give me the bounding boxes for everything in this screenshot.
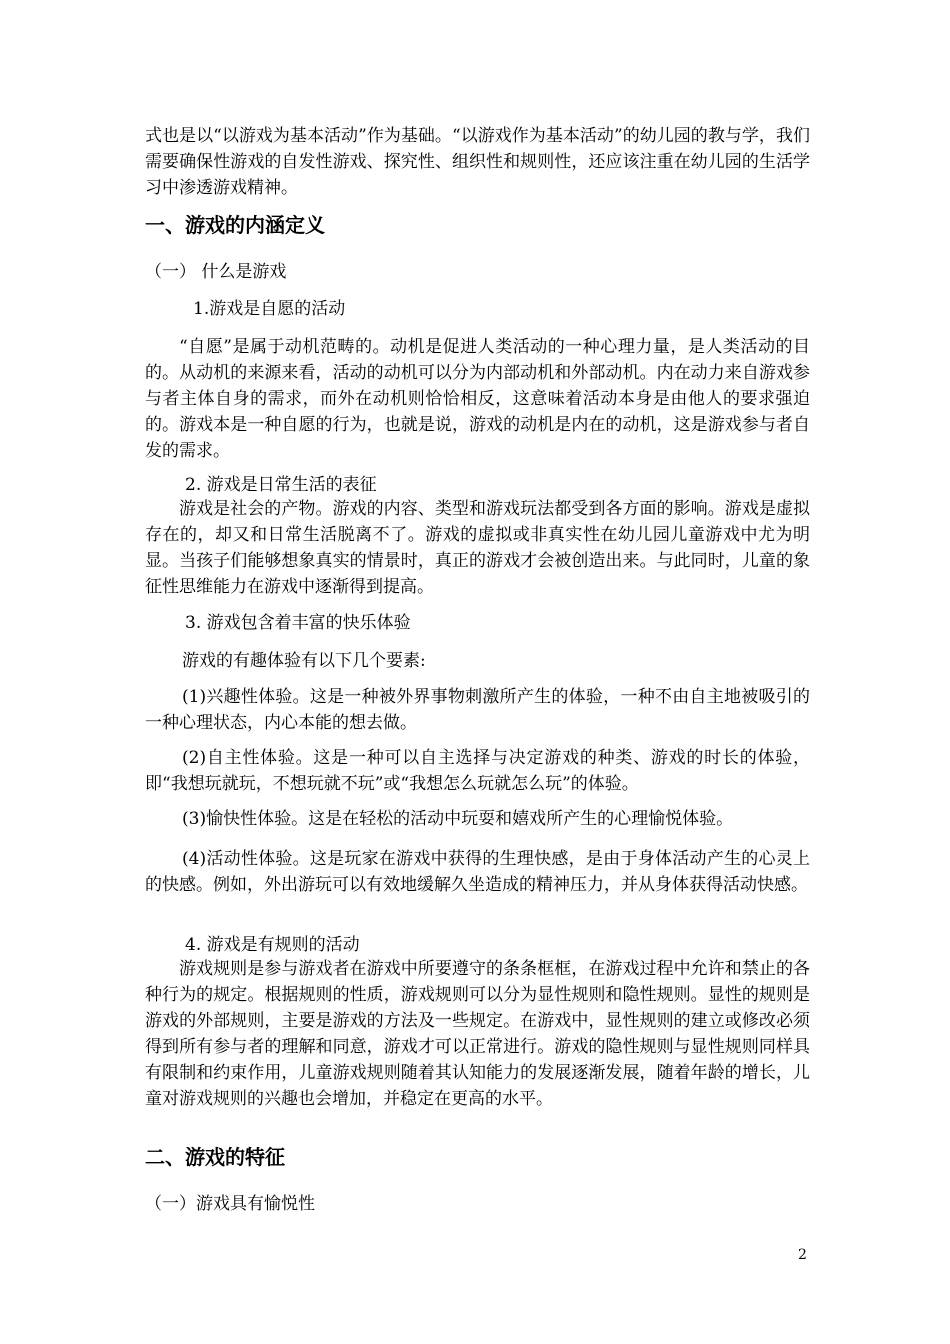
item-title: 2. 游戏是日常生活的表征 xyxy=(185,475,377,495)
item-paragraph: 游戏规则是参与游戏者在游戏中所要遵守的条条框框，在游戏过程中允许和禁止的各种行为的规定。根据规则的性质，游戏规则可以分为显性规则和隐性规则。显性的规则是游戏的外部规则，主要是游戏的方法及一些规定。在游戏中，显性规则的建立或修改必须得到所有参与者的理解和同意，游戏才可以正常进行。游戏的隐性规则与显性规则同样具有限制和约束作用，儿童游戏规则随着其认知能力的发展逐渐发展，随着年龄的增长，儿童对游戏规则的兴趣也会增加，并稳定在更高的水平。 xyxy=(145,959,810,1109)
intro-paragraph: 式也是以“以游戏为基本活动”作为基础。“以游戏作为基本活动”的幼儿园的教与学，我们需要确保性游戏的自发性游戏、探究性、组织性和规则性，还应该注重在幼儿园的生活学习中渗透游戏精神。 xyxy=(145,126,810,198)
subsection-title: （一） 什么是游戏 xyxy=(145,262,287,282)
section-heading-1: 一、游戏的内涵定义 xyxy=(145,213,325,237)
list-paragraph: (1)兴趣性体验。这是一种被外界事物刺激所产生的体验，一种不由自主地被吸引的一种心理状态，内心本能的想去做。 xyxy=(145,687,810,733)
item-paragraph: 游戏是社会的产物。游戏的内容、类型和游戏玩法都受到各方面的影响。游戏是虚拟存在的，却又和日常生活脱离不了。游戏的虚拟或非真实性在幼儿园儿童游戏中尤为明显。当孩子们能够想象真实的情景时，真正的游戏才会被创造出来。与此同时，儿童的象征性思维能力在游戏中逐渐得到提高。 xyxy=(145,499,810,597)
section-heading-2: 二、游戏的特征 xyxy=(145,1145,285,1169)
item-title: 4. 游戏是有规则的活动 xyxy=(185,935,360,955)
page-number: 2 xyxy=(798,1247,807,1263)
list-paragraph: (4)活动性体验。这是玩家在游戏中获得的生理快感，是由于身体活动产生的心灵上的快感。例如，外出游玩可以有效地缓解久坐造成的精神压力，并从身体获得活动快感。 xyxy=(145,849,810,895)
item-paragraph: “自愿”是属于动机范畴的。动机是促进人类活动的一种心理力量，是人类活动的目的。从动机的来源来看，活动的动机可以分为内部动机和外部动机。内在动力来自游戏参与者主体自身的需求，而外在动机则恰恰相反，这意味着活动本身是由他人的要求强迫的。游戏本是一种自愿的行为，也就是说，游戏的动机是内在的动机，这是游戏参与者自发的需求。 xyxy=(145,337,810,461)
item-title: 3. 游戏包含着丰富的快乐体验 xyxy=(185,613,411,633)
item-title: 1.游戏是自愿的活动 xyxy=(193,299,346,319)
list-paragraph: (2)自主性体验。这是一种可以自主选择与决定游戏的种类、游戏的时长的体验，即“我想玩就玩，不想玩就不玩”或“我想怎么玩就怎么玩”的体验。 xyxy=(145,748,810,794)
subsection-title: （一）游戏具有愉悦性 xyxy=(145,1194,315,1214)
list-paragraph: (3)愉快性体验。这是在轻松的活动中玩耍和嬉戏所产生的心理愉悦体验。 xyxy=(182,809,734,829)
item-intro: 游戏的有趣体验有以下几个要素: xyxy=(182,651,426,671)
